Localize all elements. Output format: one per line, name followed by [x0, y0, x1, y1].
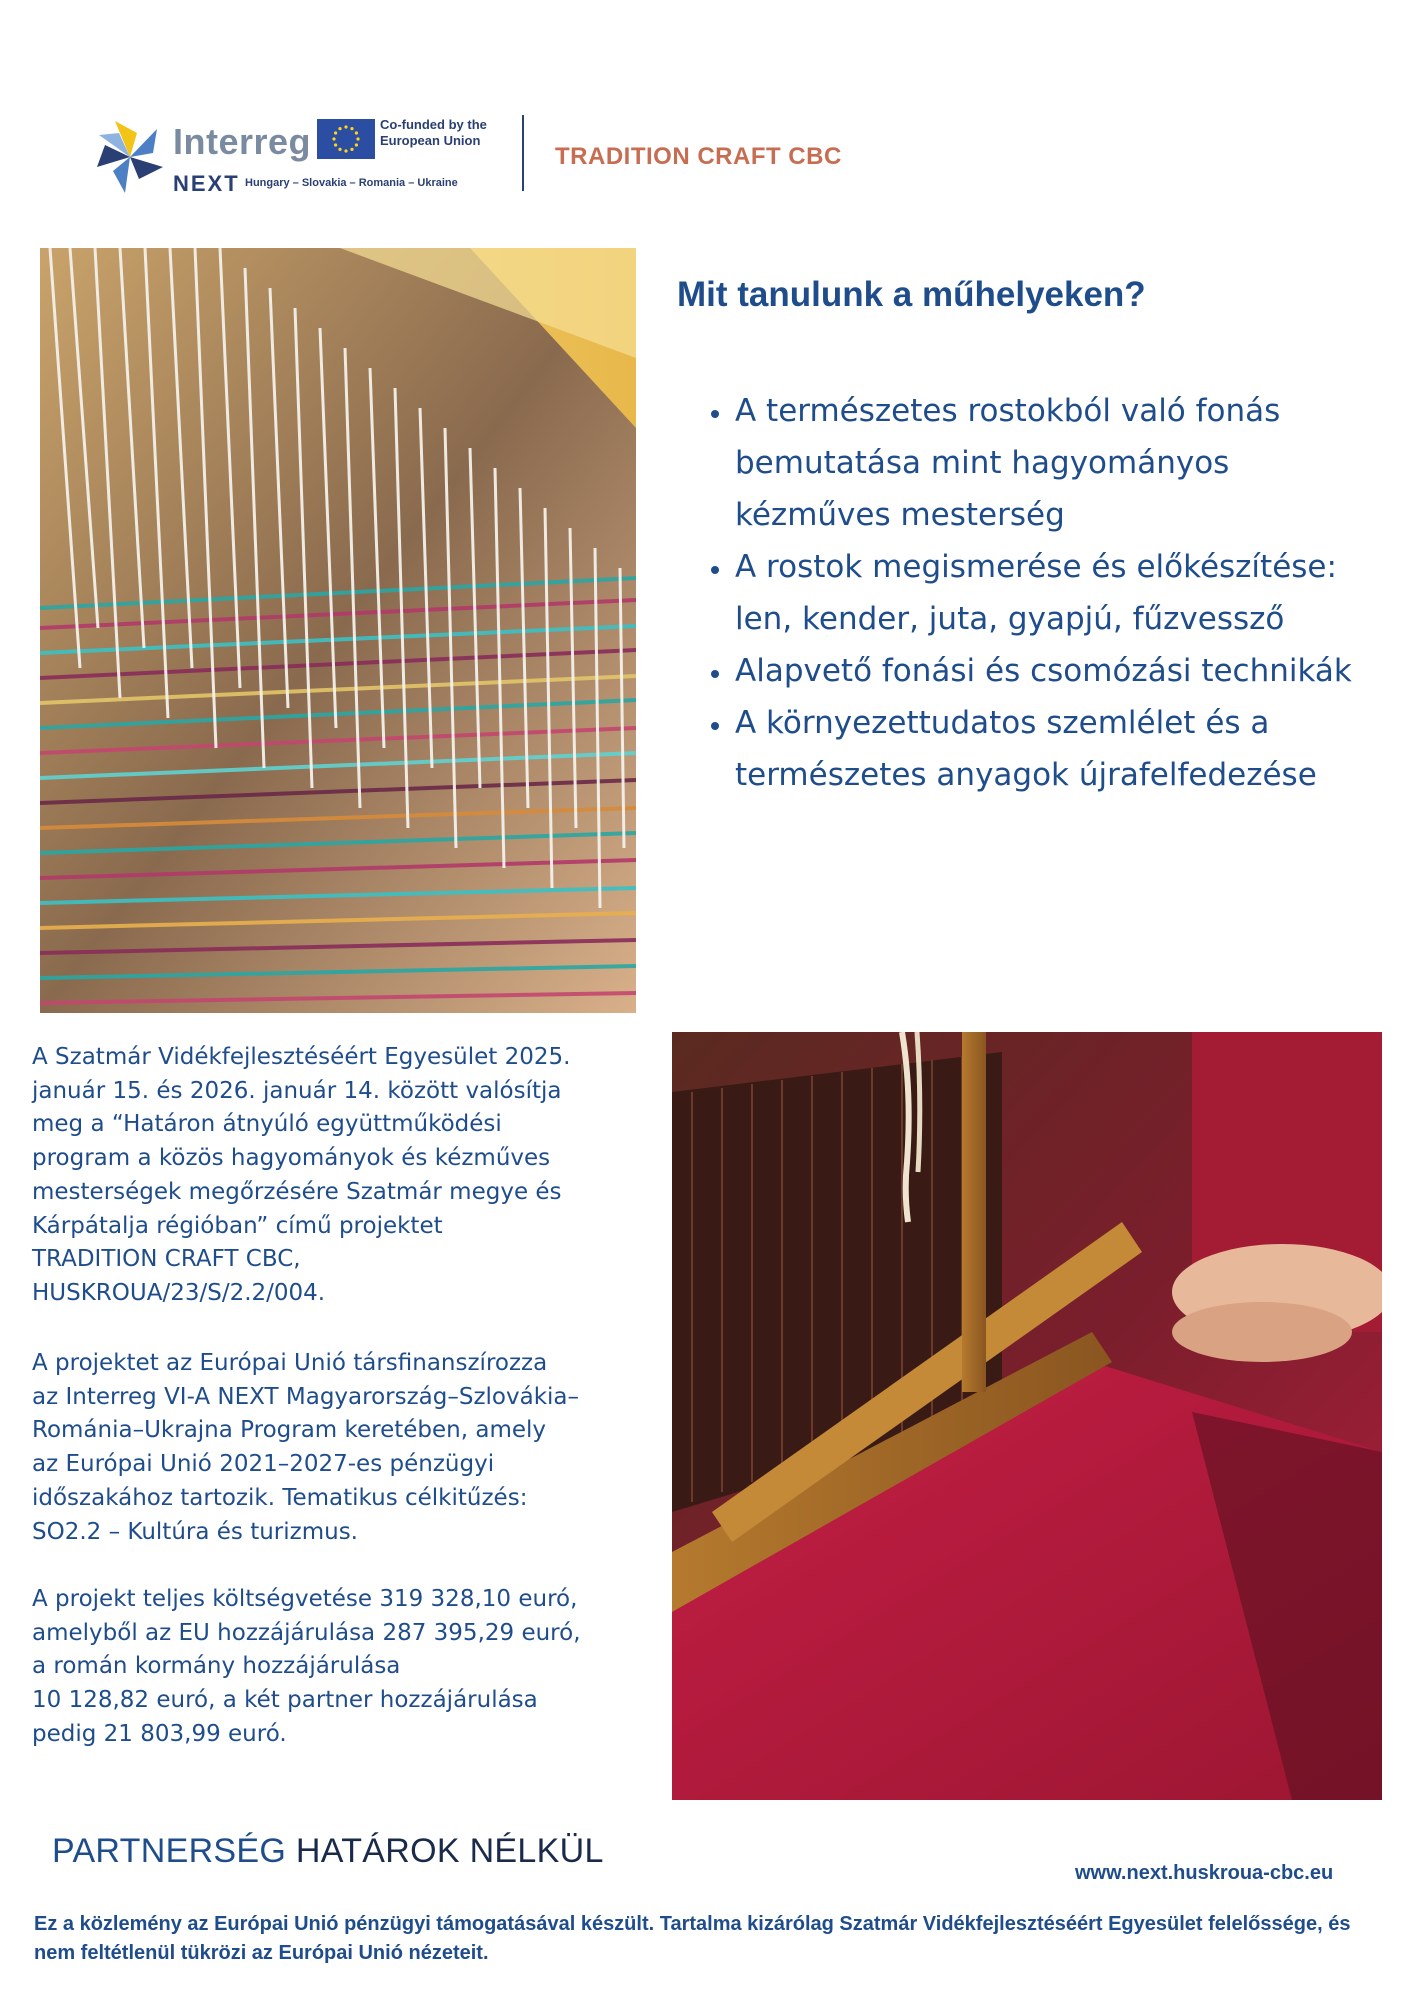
interreg-wordmark: Interreg: [173, 121, 312, 162]
interreg-logo-icon: [95, 119, 165, 195]
list-item: • Alapvető fonási és csomózási technikák: [733, 645, 1393, 697]
list-item: • A rostok megismerése és előkészítése: len, kender, juta, gyapjú, fűzvessző: [733, 541, 1393, 645]
funding-paragraph: A projektet az Európai Unió társfinanszírozza az Interreg VI-A NEXT Magyarország–Szlovákia– Románia–Ukrajna Program keretében, amely az Európai Unió 2021–2027-es pénzügyi időszakához tartozik. Tematikus célkitűzés: SO2.2 – Kultúra és turizmus.: [32, 1350, 579, 1545]
eu-cofunded-label: Co-funded by the European Union: [380, 117, 487, 148]
project-description-paragraph: A Szatmár Vidékfejlesztéséért Egyesület 2025. január 15. és 2026. január 14. között valósítja meg a “Határon átnyúló együttműködési program a közös hagyományok és kézműves mesterségek megőrzésére Szatmár megye és Kárpátalja régióban” című projektet TRADITION CRAFT CBC, HUSKROUA/23/S/2.2/004.: [32, 1044, 571, 1306]
red-loom-photo: [672, 1032, 1382, 1800]
loom-threads-photo: [40, 248, 636, 1013]
section-heading: Mit tanulunk a műhelyeken?: [677, 275, 1146, 314]
project-name: TRADITION CRAFT CBC: [555, 143, 842, 170]
slogan-part1: PARTNERSÉG: [52, 1832, 287, 1870]
budget-paragraph: A projekt teljes költségvetése 319 328,10 euró, amelyből az EU hozzájárulása 287 395,29 euró, a román kormány hozzájárulása 10 128,82 euró, a két partner hozzájárulása pedig 21 803,99 euró.: [32, 1586, 581, 1747]
header: [95, 115, 855, 205]
website-link[interactable]: www.next.huskroua-cbc.eu: [1075, 1862, 1334, 1884]
slogan: [52, 1832, 604, 1871]
list-item: • A környezettudatos szemlélet és a természetes anyagok újrafelfedezése: [733, 697, 1393, 801]
workshop-topics-list: [695, 385, 1393, 801]
eu-disclaimer: Ez a közlemény az Európai Unió pénzügyi támogatásával készült. Tartalma kizárólag Szatmár Vidékfejlesztéséért Egyesület felelőssége, és nem feltétlenül tükrözi az Európai Unió nézeteit.: [34, 1913, 1351, 1964]
eu-flag-icon: [317, 119, 375, 159]
slogan-part2: HATÁROK NÉLKÜL: [295, 1832, 604, 1870]
program-countries: Hungary – Slovakia – Romania – Ukraine: [245, 177, 458, 189]
list-item: • A természetes rostokból való fonás bemutatása mint hagyományos kézműves mesterség: [733, 385, 1393, 541]
header-divider: [522, 115, 524, 191]
next-wordmark: NEXT: [173, 171, 240, 196]
